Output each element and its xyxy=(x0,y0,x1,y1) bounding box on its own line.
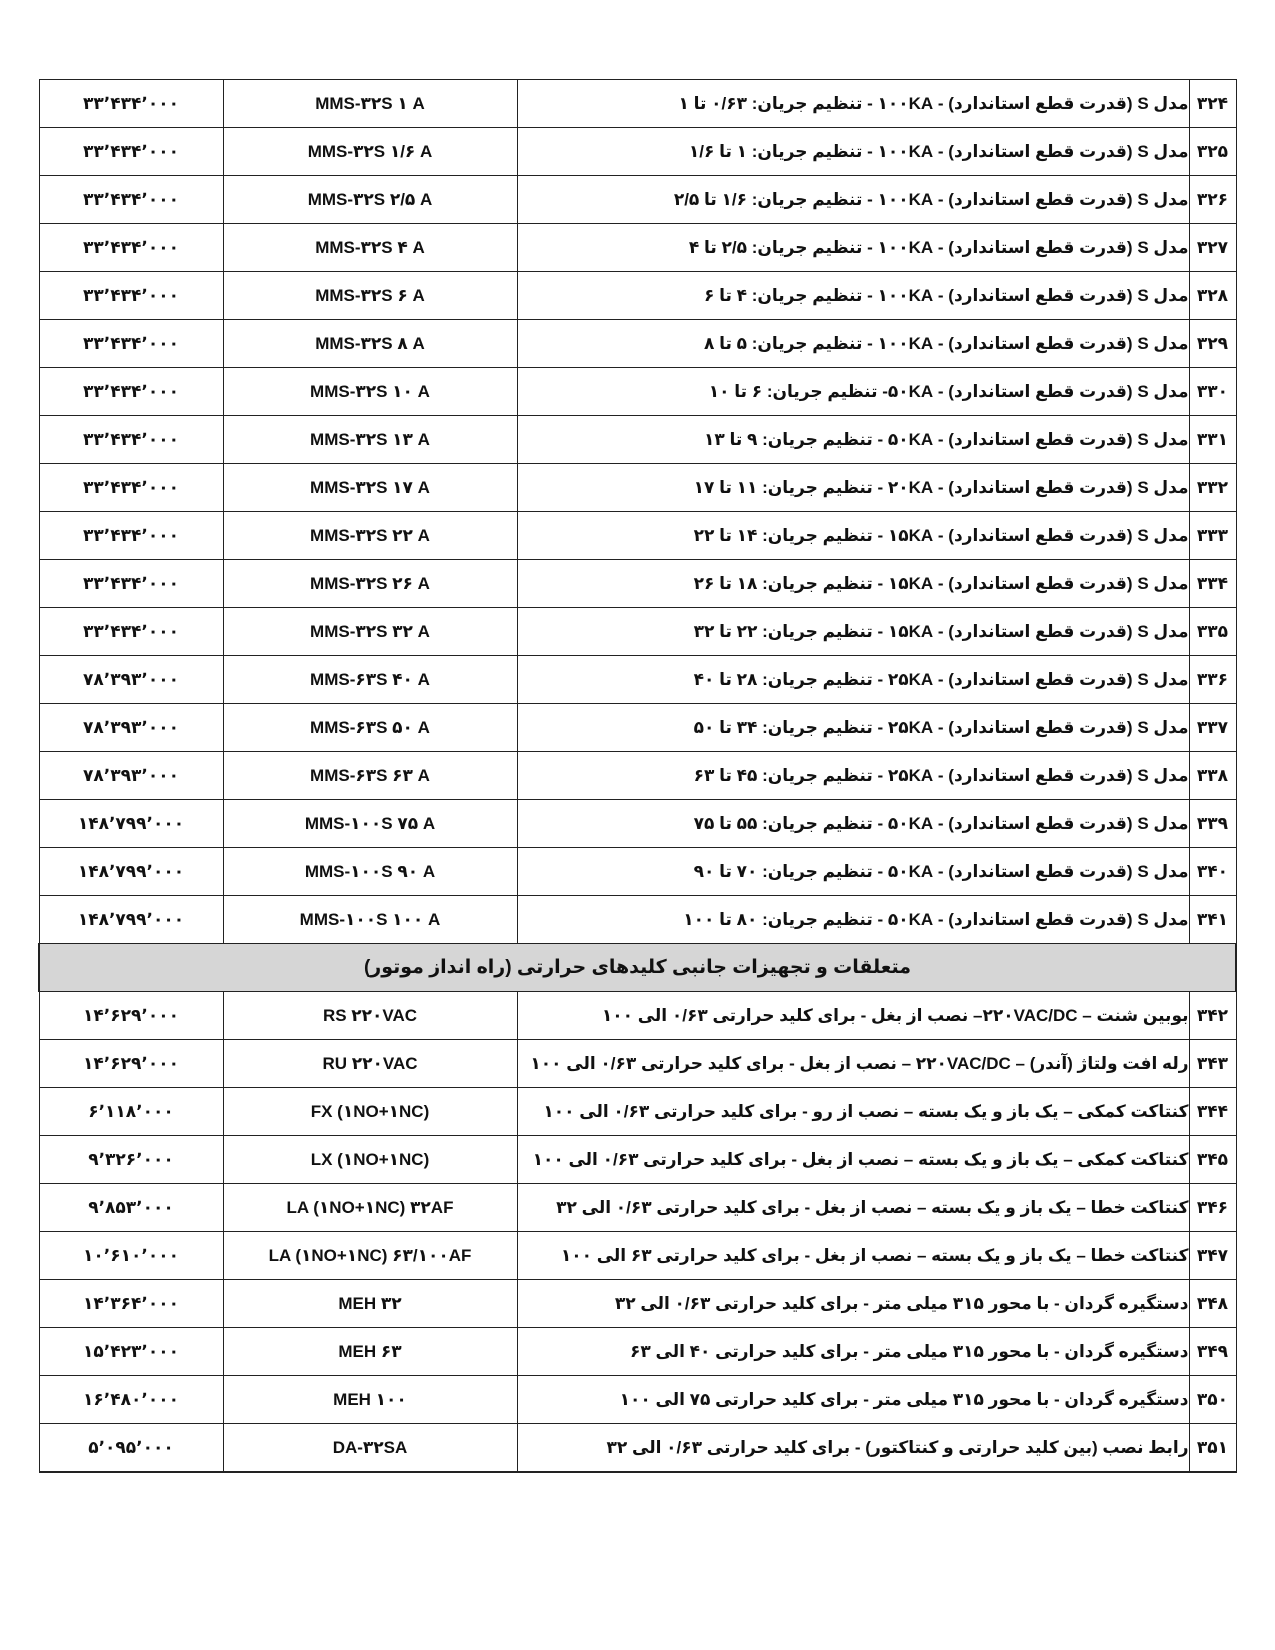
description-text: دستگیره گردان - با محور ۳۱۵ میلی متر - برای کلید حرارتی ۷۵ الی ۱۰۰ xyxy=(619,1389,1189,1409)
table-row xyxy=(39,1424,1236,1473)
table-row xyxy=(39,176,1236,224)
row-number-text: ۳۲۷ xyxy=(1196,237,1229,257)
model-code-text: MMS-۶۳S ۴۰ A xyxy=(310,669,430,689)
price-cell xyxy=(39,1376,223,1424)
model-code-text: MMS-۳۲S ۸ A xyxy=(315,333,425,353)
price-text: ۱۴٬۶۲۹٬۰۰۰ xyxy=(83,1053,179,1073)
description-text: مدل S (قدرت قطع استاندارد) - ۱۰۰KA - تنظیم جریان: ۵ تا ۸ xyxy=(704,333,1189,353)
table-row xyxy=(39,224,1236,272)
price-text: ۳۳٬۴۳۴٬۰۰۰ xyxy=(83,285,179,305)
price-text: ۱۴۸٬۷۹۹٬۰۰۰ xyxy=(77,909,185,929)
model-code-cell xyxy=(223,512,517,560)
description-cell xyxy=(517,800,1189,848)
row-number-cell xyxy=(1189,1136,1236,1184)
row-number-cell xyxy=(1189,1328,1236,1376)
price-cell xyxy=(39,752,223,800)
price-cell xyxy=(39,1184,223,1232)
row-number-text: ۳۴۲ xyxy=(1196,1005,1229,1025)
price-text: ۵٬۰۹۵٬۰۰۰ xyxy=(88,1437,174,1457)
model-code-text: MMS-۳۲S ۱۳ A xyxy=(310,429,430,449)
table-row xyxy=(39,800,1236,848)
model-code-cell xyxy=(223,176,517,224)
table-row xyxy=(39,752,1236,800)
price-text: ۷۸٬۳۹۳٬۰۰۰ xyxy=(83,669,179,689)
model-code-text: MMS-۳۲S ۱۷ A xyxy=(310,477,430,497)
model-code-text: LX (۱NO+۱NC) xyxy=(310,1149,430,1169)
price-cell xyxy=(39,704,223,752)
model-code-text: MMS-۱۰۰S ۹۰ A xyxy=(304,861,436,881)
description-text: مدل S (قدرت قطع استاندارد) - ۱۰۰KA - تنظیم جریان: ۰/۶۳ تا ۱ xyxy=(678,93,1189,113)
table-row xyxy=(39,80,1236,128)
price-cell xyxy=(39,992,223,1040)
price-cell xyxy=(39,512,223,560)
row-number-text: ۳۴۰ xyxy=(1196,861,1229,881)
price-text: ۱۶٬۴۸۰٬۰۰۰ xyxy=(83,1389,179,1409)
row-number-cell xyxy=(1189,848,1236,896)
price-text: ۳۳٬۴۳۴٬۰۰۰ xyxy=(83,525,179,545)
description-text: مدل S (قدرت قطع استاندارد) - ۵۰KA - تنظیم جریان: ۸۰ تا ۱۰۰ xyxy=(683,909,1189,929)
description-cell xyxy=(517,1088,1189,1136)
row-number-cell xyxy=(1189,416,1236,464)
price-cell xyxy=(39,560,223,608)
price-cell xyxy=(39,464,223,512)
description-text: دستگیره گردان - با محور ۳۱۵ میلی متر - برای کلید حرارتی ۰/۶۳ الی ۳۲ xyxy=(614,1293,1189,1313)
row-number-text: ۳۴۵ xyxy=(1196,1149,1229,1169)
row-number-text: ۳۴۳ xyxy=(1196,1053,1229,1073)
price-cell xyxy=(39,1088,223,1136)
price-list-body xyxy=(39,80,1236,1473)
row-number-text: ۳۴۶ xyxy=(1196,1197,1229,1217)
model-code-text: MEH ۱۰۰ xyxy=(333,1389,407,1409)
description-text: مدل S (قدرت قطع استاندارد) - ۱۰۰KA - تنظیم جریان: ۱/۶ تا ۲/۵ xyxy=(673,189,1189,209)
model-code-text: FX (۱NO+۱NC) xyxy=(310,1101,430,1121)
row-number-cell xyxy=(1189,1376,1236,1424)
row-number-text: ۳۳۹ xyxy=(1196,813,1229,833)
row-number-text: ۳۴۸ xyxy=(1196,1293,1229,1313)
description-text: مدل S (قدرت قطع استاندارد) - ۱۵KA - تنظیم جریان: ۱۴ تا ۲۲ xyxy=(693,525,1189,545)
model-code-text: MEH ۳۲ xyxy=(338,1293,402,1313)
row-number-cell xyxy=(1189,368,1236,416)
description-text: مدل S (قدرت قطع استاندارد) - ۲۰KA - تنظیم جریان: ۱۱ تا ۱۷ xyxy=(693,477,1189,497)
model-code-text: RU ۲۲۰VAC xyxy=(322,1053,418,1073)
model-code-cell xyxy=(223,608,517,656)
model-code-cell xyxy=(223,320,517,368)
description-text: مدل S (قدرت قطع استاندارد) - ۱۵KA - تنظیم جریان: ۲۲ تا ۳۲ xyxy=(693,621,1189,641)
price-cell xyxy=(39,1040,223,1088)
row-number-cell xyxy=(1189,1280,1236,1328)
row-number-text: ۳۴۴ xyxy=(1196,1101,1229,1121)
row-number-text: ۳۳۴ xyxy=(1196,573,1229,593)
section-title: متعلقات و تجهیزات جانبی کلیدهای حرارتی (راه انداز موتور) xyxy=(39,944,1236,992)
description-cell xyxy=(517,1376,1189,1424)
model-code-text: MMS-۶۳S ۵۰ A xyxy=(310,717,430,737)
description-cell xyxy=(517,608,1189,656)
description-text: مدل S (قدرت قطع استاندارد) - ۵۰KA - تنظیم جریان: ۹ تا ۱۳ xyxy=(704,429,1189,449)
description-cell xyxy=(517,560,1189,608)
table-row xyxy=(39,464,1236,512)
table-row xyxy=(39,848,1236,896)
price-cell xyxy=(39,656,223,704)
row-number-cell xyxy=(1189,128,1236,176)
row-number-cell xyxy=(1189,1040,1236,1088)
row-number-cell xyxy=(1189,1424,1236,1473)
table-row xyxy=(39,320,1236,368)
description-text: مدل S (قدرت قطع استاندارد) - ۱۰۰KA - تنظیم جریان: ۲/۵ تا ۴ xyxy=(688,237,1189,257)
table-row xyxy=(39,1184,1236,1232)
model-code-text: MMS-۳۲S ۱۰ A xyxy=(310,381,430,401)
description-text: مدل S (قدرت قطع استاندارد) - ۱۵KA - تنظیم جریان: ۱۸ تا ۲۶ xyxy=(693,573,1189,593)
row-number-cell xyxy=(1189,896,1236,944)
model-code-cell xyxy=(223,1184,517,1232)
description-text: مدل S (قدرت قطع استاندارد) - ۲۵KA - تنظیم جریان: ۳۴ تا ۵۰ xyxy=(693,717,1189,737)
price-text: ۷۸٬۳۹۳٬۰۰۰ xyxy=(83,717,179,737)
model-code-cell xyxy=(223,368,517,416)
description-cell xyxy=(517,464,1189,512)
description-cell xyxy=(517,848,1189,896)
table-row xyxy=(39,368,1236,416)
price-text: ۳۳٬۴۳۴٬۰۰۰ xyxy=(83,93,179,113)
model-code-text: LA (۱NO+۱NC) ۳۲AF xyxy=(286,1197,454,1217)
row-number-cell xyxy=(1189,1088,1236,1136)
price-list-table xyxy=(38,79,1237,1473)
row-number-cell xyxy=(1189,176,1236,224)
price-text: ۱۴٬۶۲۹٬۰۰۰ xyxy=(83,1005,179,1025)
model-code-text: MMS-۱۰۰S ۱۰۰ A xyxy=(299,909,441,929)
model-code-cell xyxy=(223,704,517,752)
description-cell xyxy=(517,368,1189,416)
model-code-text: MMS-۳۲S ۴ A xyxy=(315,237,425,257)
row-number-cell xyxy=(1189,224,1236,272)
price-cell xyxy=(39,1280,223,1328)
price-text: ۹٬۸۵۳٬۰۰۰ xyxy=(88,1197,174,1217)
description-text: بوبین شنت – ۲۲۰VAC/DC– نصب از بغل - برای کلید حرارتی ۰/۶۳ الی ۱۰۰ xyxy=(601,1005,1189,1025)
table-row xyxy=(39,896,1236,944)
price-text: ۳۳٬۴۳۴٬۰۰۰ xyxy=(83,477,179,497)
description-text: رابط نصب (بین کلید حرارتی و کنتاکتور) - برای کلید حرارتی ۰/۶۳ الی ۳۲ xyxy=(606,1437,1189,1457)
row-number-text: ۳۳۶ xyxy=(1196,669,1229,689)
model-code-text: MMS-۶۳S ۶۳ A xyxy=(310,765,430,785)
model-code-cell xyxy=(223,1280,517,1328)
table-row xyxy=(39,1232,1236,1280)
model-code-text: MMS-۳۲S ۱ A xyxy=(315,93,425,113)
row-number-text: ۳۳۵ xyxy=(1196,621,1229,641)
description-text: کنتاکت کمکی – یک باز و یک بسته – نصب از بغل - برای کلید حرارتی ۰/۶۳ الی ۱۰۰ xyxy=(532,1149,1189,1169)
description-text: مدل S (قدرت قطع استاندارد) - ۲۵KA - تنظیم جریان: ۲۸ تا ۴۰ xyxy=(693,669,1189,689)
description-text: مدل S (قدرت قطع استاندارد) - ۱۰۰KA - تنظیم جریان: ۱ تا ۱/۶ xyxy=(688,141,1189,161)
table-row xyxy=(39,1040,1236,1088)
price-text: ۱۴۸٬۷۹۹٬۰۰۰ xyxy=(77,813,185,833)
price-cell xyxy=(39,800,223,848)
price-text: ۶٬۱۱۸٬۰۰۰ xyxy=(88,1101,174,1121)
price-text: ۹٬۳۲۶٬۰۰۰ xyxy=(88,1149,174,1169)
price-text: ۱۵٬۴۲۳٬۰۰۰ xyxy=(83,1341,179,1361)
description-text: کنتاکت خطا – یک باز و یک بسته – نصب از بغل - برای کلید حرارتی ۰/۶۳ الی ۳۲ xyxy=(556,1197,1189,1217)
row-number-cell xyxy=(1189,464,1236,512)
price-cell xyxy=(39,608,223,656)
price-text: ۷۸٬۳۹۳٬۰۰۰ xyxy=(83,765,179,785)
table-row xyxy=(39,272,1236,320)
row-number-cell xyxy=(1189,992,1236,1040)
description-cell xyxy=(517,896,1189,944)
row-number-cell xyxy=(1189,608,1236,656)
table-row xyxy=(39,656,1236,704)
price-text: ۳۳٬۴۳۴٬۰۰۰ xyxy=(83,381,179,401)
price-cell xyxy=(39,1328,223,1376)
row-number-text: ۳۴۹ xyxy=(1196,1341,1229,1361)
model-code-cell xyxy=(223,800,517,848)
price-cell xyxy=(39,416,223,464)
table-row xyxy=(39,1280,1236,1328)
model-code-cell xyxy=(223,80,517,128)
description-text: دستگیره گردان - با محور ۳۱۵ میلی متر - برای کلید حرارتی ۴۰ الی ۶۳ xyxy=(630,1341,1189,1361)
model-code-cell xyxy=(223,416,517,464)
price-cell xyxy=(39,272,223,320)
row-number-cell xyxy=(1189,752,1236,800)
price-text: ۳۳٬۴۳۴٬۰۰۰ xyxy=(83,573,179,593)
price-text: ۱۴٬۳۶۴٬۰۰۰ xyxy=(83,1293,179,1313)
model-code-text: MMS-۳۲S ۲۲ A xyxy=(310,525,430,545)
model-code-cell xyxy=(223,128,517,176)
model-code-text: RS ۲۲۰VAC xyxy=(322,1005,418,1025)
model-code-cell xyxy=(223,560,517,608)
price-text: ۳۳٬۴۳۴٬۰۰۰ xyxy=(83,333,179,353)
model-code-cell xyxy=(223,1040,517,1088)
price-text: ۳۳٬۴۳۴٬۰۰۰ xyxy=(83,189,179,209)
row-number-text: ۳۲۶ xyxy=(1196,189,1229,209)
model-code-cell xyxy=(223,224,517,272)
description-cell xyxy=(517,1280,1189,1328)
row-number-cell xyxy=(1189,704,1236,752)
model-code-text: DA-۳۲SA xyxy=(332,1437,408,1457)
model-code-cell xyxy=(223,1328,517,1376)
model-code-cell xyxy=(223,1088,517,1136)
row-number-text: ۳۳۸ xyxy=(1196,765,1229,785)
description-text: مدل S (قدرت قطع استاندارد) - ۵۰KA - تنظیم جریان: ۷۰ تا ۹۰ xyxy=(693,861,1189,881)
table-row xyxy=(39,1088,1236,1136)
row-number-text: ۳۲۹ xyxy=(1196,333,1229,353)
price-cell xyxy=(39,1136,223,1184)
price-cell xyxy=(39,1424,223,1473)
row-number-cell xyxy=(1189,1232,1236,1280)
table-row xyxy=(39,128,1236,176)
model-code-text: MMS-۳۲S ۲۶ A xyxy=(310,573,430,593)
row-number-text: ۳۳۳ xyxy=(1196,525,1229,545)
table-row xyxy=(39,1328,1236,1376)
price-text: ۱۰٬۶۱۰٬۰۰۰ xyxy=(83,1245,179,1265)
model-code-text: MMS-۳۲S ۱/۶ A xyxy=(307,141,433,161)
row-number-cell xyxy=(1189,272,1236,320)
row-number-text: ۳۳۱ xyxy=(1196,429,1229,449)
row-number-cell xyxy=(1189,80,1236,128)
price-cell xyxy=(39,368,223,416)
model-code-text: MMS-۳۲S ۳۲ A xyxy=(310,621,430,641)
price-text: ۳۳٬۴۳۴٬۰۰۰ xyxy=(83,621,179,641)
description-cell xyxy=(517,752,1189,800)
price-text: ۳۳٬۴۳۴٬۰۰۰ xyxy=(83,429,179,449)
model-code-cell xyxy=(223,272,517,320)
table-row xyxy=(39,992,1236,1040)
table-row xyxy=(39,512,1236,560)
row-number-text: ۳۳۰ xyxy=(1196,381,1229,401)
price-cell xyxy=(39,896,223,944)
row-number-cell xyxy=(1189,1184,1236,1232)
table-row xyxy=(39,704,1236,752)
row-number-cell xyxy=(1189,560,1236,608)
table-row xyxy=(39,560,1236,608)
row-number-text: ۳۴۷ xyxy=(1196,1245,1229,1265)
price-cell xyxy=(39,1232,223,1280)
description-text: مدل S (قدرت قطع استاندارد) - ۲۵KA - تنظیم جریان: ۴۵ تا ۶۳ xyxy=(693,765,1189,785)
model-code-cell xyxy=(223,1232,517,1280)
model-code-cell xyxy=(223,656,517,704)
description-cell xyxy=(517,1232,1189,1280)
table-row xyxy=(39,1136,1236,1184)
description-cell xyxy=(517,512,1189,560)
row-number-text: ۳۳۲ xyxy=(1196,477,1229,497)
description-text: مدل S (قدرت قطع استاندارد) - ۵۰KA- تنظیم جریان: ۶ تا ۱۰ xyxy=(708,381,1189,401)
row-number-text: ۳۲۸ xyxy=(1196,285,1229,305)
model-code-cell xyxy=(223,1136,517,1184)
description-cell xyxy=(517,80,1189,128)
description-cell xyxy=(517,128,1189,176)
description-cell xyxy=(517,992,1189,1040)
model-code-cell xyxy=(223,848,517,896)
price-text: ۳۳٬۴۳۴٬۰۰۰ xyxy=(83,141,179,161)
row-number-text: ۳۲۵ xyxy=(1196,141,1229,161)
description-cell xyxy=(517,1136,1189,1184)
description-cell xyxy=(517,1328,1189,1376)
description-text: کنتاکت کمکی – یک باز و یک بسته – نصب از رو - برای کلید حرارتی ۰/۶۳ الی ۱۰۰ xyxy=(543,1101,1189,1121)
description-text: کنتاکت خطا – یک باز و یک بسته – نصب از بغل - برای کلید حرارتی ۶۳ الی ۱۰۰ xyxy=(560,1245,1189,1265)
price-text: ۳۳٬۴۳۴٬۰۰۰ xyxy=(83,237,179,257)
model-code-text: MEH ۶۳ xyxy=(338,1341,402,1361)
table-row xyxy=(39,1376,1236,1424)
table-row xyxy=(39,608,1236,656)
price-text: ۱۴۸٬۷۹۹٬۰۰۰ xyxy=(77,861,185,881)
model-code-cell xyxy=(223,992,517,1040)
description-cell xyxy=(517,656,1189,704)
price-cell xyxy=(39,848,223,896)
description-cell xyxy=(517,224,1189,272)
row-number-cell xyxy=(1189,800,1236,848)
model-code-cell xyxy=(223,1376,517,1424)
row-number-text: ۳۴۱ xyxy=(1196,909,1229,929)
row-number-cell xyxy=(1189,512,1236,560)
model-code-cell xyxy=(223,464,517,512)
description-text: مدل S (قدرت قطع استاندارد) - ۵۰KA - تنظیم جریان: ۵۵ تا ۷۵ xyxy=(693,813,1189,833)
price-cell xyxy=(39,128,223,176)
description-cell xyxy=(517,1424,1189,1473)
description-cell xyxy=(517,704,1189,752)
price-cell xyxy=(39,224,223,272)
row-number-text: ۳۲۴ xyxy=(1196,93,1229,113)
model-code-cell xyxy=(223,752,517,800)
model-code-text: MMS-۱۰۰S ۷۵ A xyxy=(304,813,436,833)
price-cell xyxy=(39,320,223,368)
model-code-text: MMS-۳۲S ۶ A xyxy=(315,285,425,305)
row-number-text: ۳۵۰ xyxy=(1196,1389,1229,1409)
description-text: رله افت ولتاژ (آندر) – ۲۲۰VAC/DC – نصب از بغل - برای کلید حرارتی ۰/۶۳ الی ۱۰۰ xyxy=(530,1053,1189,1073)
row-number-cell xyxy=(1189,320,1236,368)
description-cell xyxy=(517,1184,1189,1232)
section-header-row xyxy=(39,944,1236,992)
model-code-text: MMS-۳۲S ۲/۵ A xyxy=(307,189,433,209)
price-cell xyxy=(39,80,223,128)
description-cell xyxy=(517,272,1189,320)
description-text: مدل S (قدرت قطع استاندارد) - ۱۰۰KA - تنظیم جریان: ۴ تا ۶ xyxy=(704,285,1189,305)
row-number-text: ۳۳۷ xyxy=(1196,717,1229,737)
table-row xyxy=(39,416,1236,464)
model-code-cell xyxy=(223,896,517,944)
description-cell xyxy=(517,320,1189,368)
description-cell xyxy=(517,176,1189,224)
description-cell xyxy=(517,416,1189,464)
model-code-cell xyxy=(223,1424,517,1473)
row-number-text: ۳۵۱ xyxy=(1196,1437,1229,1457)
price-cell xyxy=(39,176,223,224)
description-cell xyxy=(517,1040,1189,1088)
model-code-text: LA (۱NO+۱NC) ۶۳/۱۰۰AF xyxy=(268,1245,472,1265)
row-number-cell xyxy=(1189,656,1236,704)
